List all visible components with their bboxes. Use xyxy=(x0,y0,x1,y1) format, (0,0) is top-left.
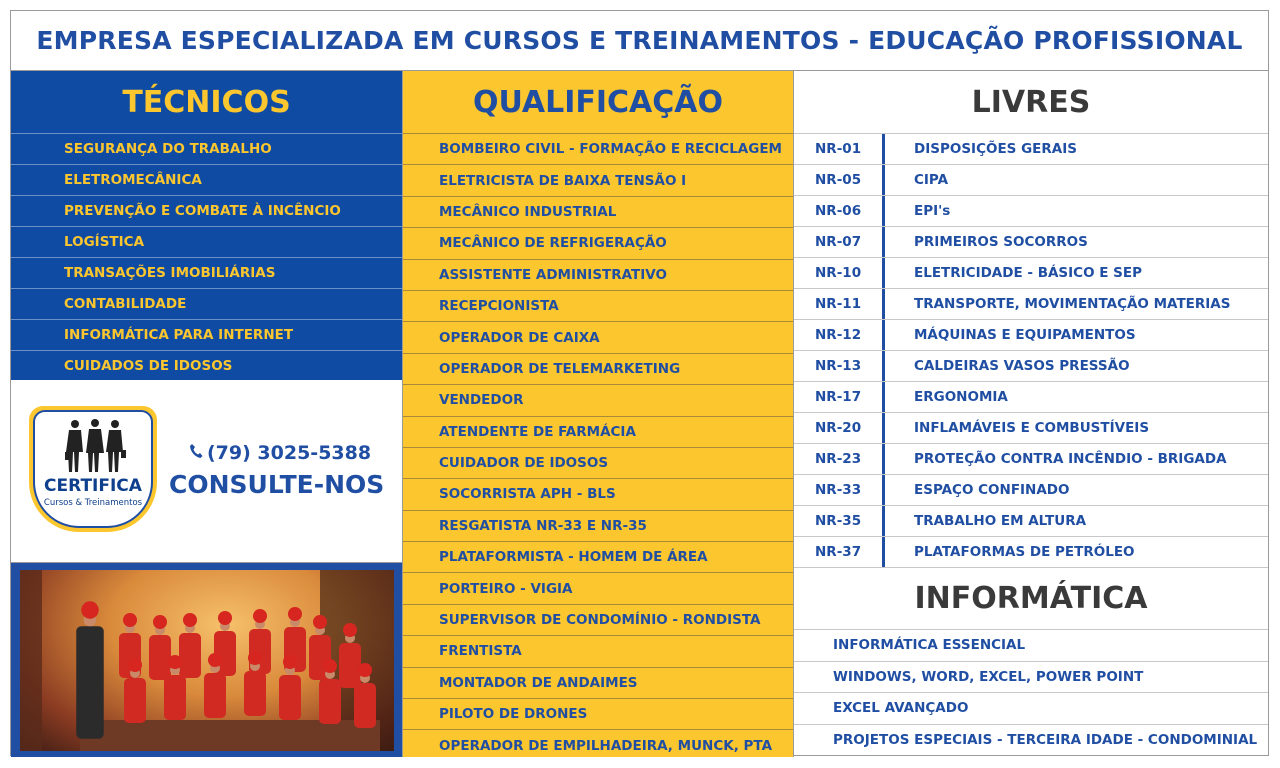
nr-code: NR-10 xyxy=(794,258,885,288)
qualificacao-item: PLATAFORMISTA - HOMEM DE ÁREA xyxy=(403,541,793,572)
nr-description: INFLAMÁVEIS E COMBUSTÍVEIS xyxy=(914,420,1150,436)
firefighter-figure xyxy=(179,613,201,678)
livres-item xyxy=(794,412,1268,443)
livres-title: LIVRES xyxy=(971,84,1091,120)
informatica-title: INFORMÁTICA xyxy=(794,567,1268,629)
tecnicos-item: SEGURANÇA DO TRABALHO xyxy=(11,133,402,164)
qualificacao-item: CUIDADOR DE IDOSOS xyxy=(403,447,793,478)
livres-item xyxy=(794,164,1268,195)
nr-description: ESPAÇO CONFINADO xyxy=(914,482,1070,498)
qualificacao-list xyxy=(403,133,793,761)
nr-code: NR-17 xyxy=(794,382,885,412)
nr-description: PRIMEIROS SOCORROS xyxy=(914,234,1088,250)
informatica-item: EXCEL AVANÇADO xyxy=(794,692,1268,724)
nr-description: DISPOSIÇÕES GERAIS xyxy=(914,141,1077,157)
qualificacao-item: MONTADOR DE ANDAIMES xyxy=(403,667,793,698)
qualificacao-item: SUPERVISOR DE CONDOMÍNIO - RONDISTA xyxy=(403,604,793,635)
nr-description: MÁQUINAS E EQUIPAMENTOS xyxy=(914,327,1136,343)
qualificacao-column xyxy=(402,71,794,757)
flyer-frame xyxy=(10,10,1269,756)
tecnicos-item: PREVENÇÃO E COMBATE À INCÊNCIO xyxy=(11,195,402,226)
logo-badge xyxy=(33,410,153,528)
livres-item xyxy=(794,443,1268,474)
qualificacao-title: QUALIFICAÇÃO xyxy=(472,84,724,120)
nr-description: PROTEÇÃO CONTRA INCÊNDIO - BRIGADA xyxy=(914,451,1227,467)
nr-description: TRANSPORTE, MOVIMENTAÇÃO MATERIAS xyxy=(914,296,1231,312)
qualificacao-item: MECÂNICO INDUSTRIAL xyxy=(403,196,793,227)
nr-description: CIPA xyxy=(914,172,949,188)
livres-item xyxy=(794,381,1268,412)
tecnicos-item: ELETROMECÂNICA xyxy=(11,164,402,195)
livres-item xyxy=(794,133,1268,164)
nr-code: NR-12 xyxy=(794,320,885,350)
tecnicos-title: TÉCNICOS xyxy=(122,84,291,120)
livres-item xyxy=(794,257,1268,288)
nr-description: ELETRICIDADE - BÁSICO E SEP xyxy=(914,265,1143,281)
nr-code: NR-37 xyxy=(794,537,885,567)
phone-text: (79) 3025-5388 xyxy=(207,442,372,464)
qualificacao-item: PORTEIRO - VIGIA xyxy=(403,572,793,603)
livres-item xyxy=(794,288,1268,319)
qualificacao-item: ATENDENTE DE FARMÁCIA xyxy=(403,416,793,447)
business-people-icon xyxy=(63,418,127,474)
tecnicos-item: CUIDADOS DE IDOSOS xyxy=(11,350,402,381)
qualificacao-item: VENDEDOR xyxy=(403,384,793,415)
photo-frame xyxy=(11,563,402,757)
consult-cta: CONSULTE-NOS xyxy=(169,470,385,499)
qualificacao-item: FRENTISTA xyxy=(403,635,793,666)
nr-code: NR-33 xyxy=(794,475,885,505)
tecnicos-panel xyxy=(11,71,402,380)
livres-item xyxy=(794,505,1268,536)
nr-description: CALDEIRAS VASOS PRESSÃO xyxy=(914,358,1130,374)
nr-code: NR-35 xyxy=(794,506,885,536)
livres-item xyxy=(794,536,1268,567)
nr-code: NR-05 xyxy=(794,165,885,195)
tecnicos-item: INFORMÁTICA PARA INTERNET xyxy=(11,319,402,350)
qualificacao-item: MECÂNICO DE REFRIGERAÇÃO xyxy=(403,227,793,258)
nr-code: NR-23 xyxy=(794,444,885,474)
tecnicos-item: LOGÍSTICA xyxy=(11,226,402,257)
livres-item xyxy=(794,319,1268,350)
nr-code: NR-01 xyxy=(794,134,885,164)
team-illustration xyxy=(20,570,394,751)
qualificacao-item: ASSISTENTE ADMINISTRATIVO xyxy=(403,259,793,290)
qualificacao-item: RECEPCIONISTA xyxy=(403,290,793,321)
tecnicos-list xyxy=(11,133,402,381)
informatica-list xyxy=(794,629,1268,755)
certifica-logo xyxy=(29,406,157,532)
qualificacao-item: SOCORRISTA APH - BLS xyxy=(403,478,793,509)
nr-code: NR-13 xyxy=(794,351,885,381)
logo-subtitle: Cursos & Treinamentos xyxy=(43,498,143,508)
logo-name: CERTIFICA xyxy=(44,476,142,496)
qualificacao-item: ELETRICISTA DE BAIXA TENSÃO I xyxy=(403,164,793,195)
nr-description: EPI's xyxy=(914,203,951,219)
nr-description: TRABALHO EM ALTURA xyxy=(914,513,1087,529)
page-header xyxy=(11,11,1268,71)
nr-description: ERGONOMIA xyxy=(914,389,1008,405)
nr-code: NR-20 xyxy=(794,413,885,443)
phone-number[interactable] xyxy=(189,442,371,464)
tecnicos-item: CONTABILIDADE xyxy=(11,288,402,319)
qualificacao-item: RESGATISTA NR-33 E NR-35 xyxy=(403,510,793,541)
livres-list xyxy=(794,133,1268,567)
nr-description: PLATAFORMAS DE PETRÓLEO xyxy=(914,544,1135,560)
firefighter-figure xyxy=(76,601,104,739)
phone-icon xyxy=(189,443,203,459)
nr-code: NR-07 xyxy=(794,227,885,257)
informatica-item: INFORMÁTICA ESSENCIAL xyxy=(794,629,1268,661)
informatica-item: WINDOWS, WORD, EXCEL, POWER POINT xyxy=(794,661,1268,693)
qualificacao-item: OPERADOR DE EMPILHADEIRA, MUNCK, PTA xyxy=(403,729,793,760)
firefighter-figure xyxy=(149,615,171,680)
nr-code: NR-11 xyxy=(794,289,885,319)
livres-column xyxy=(794,71,1268,757)
nr-code: NR-06 xyxy=(794,196,885,226)
livres-item xyxy=(794,350,1268,381)
tecnicos-column xyxy=(11,71,402,757)
qualificacao-item: PILOTO DE DRONES xyxy=(403,698,793,729)
contact-box xyxy=(11,380,402,563)
livres-item xyxy=(794,195,1268,226)
qualificacao-item: OPERADOR DE CAIXA xyxy=(403,321,793,352)
qualificacao-item: BOMBEIRO CIVIL - FORMAÇÃO E RECICLAGEM xyxy=(403,133,793,164)
firefighters-team-photo xyxy=(20,570,394,751)
livres-item xyxy=(794,226,1268,257)
livres-item xyxy=(794,474,1268,505)
qualificacao-item: OPERADOR DE TELEMARKETING xyxy=(403,353,793,384)
page-title: EMPRESA ESPECIALIZADA EM CURSOS E TREINAMENTOS - EDUCAÇÃO PROFISSIONAL xyxy=(36,26,1243,55)
tecnicos-item: TRANSAÇÕES IMOBILIÁRIAS xyxy=(11,257,402,288)
informatica-item: PROJETOS ESPECIAIS - TERCEIRA IDADE - CONDOMINIAL xyxy=(794,724,1268,756)
